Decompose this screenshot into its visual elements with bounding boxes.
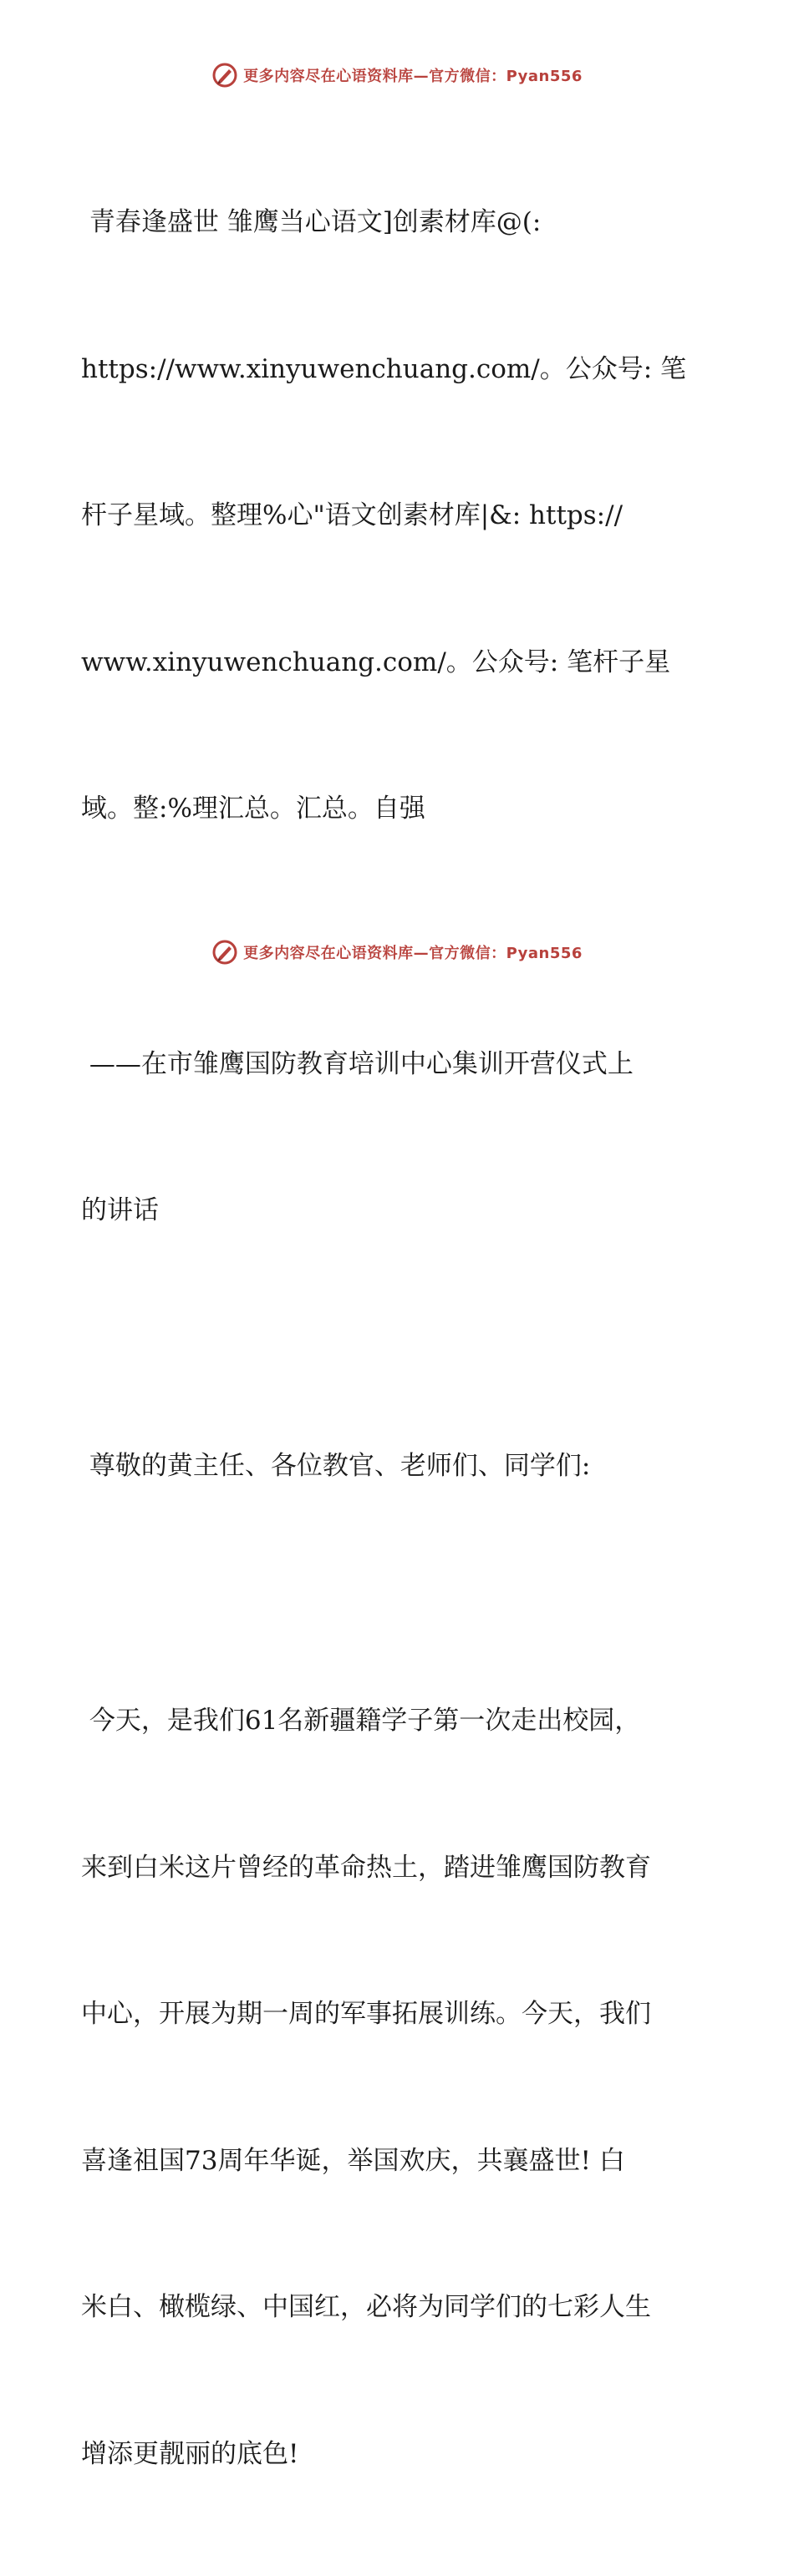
footer-banner-text: 更多内容尽在心语资料库—官方微信：Pyan556 [243,945,583,962]
header-banner-text: 更多内容尽在心语资料库—官方微信：Pyan556 [243,68,583,85]
text-line: 米白、橄榄绿、中国红，必将为同学们的七彩人生 [81,2292,651,2322]
text-line: 的讲话 [81,1195,159,1225]
header-banner [0,58,794,92]
text-line: 增添更靓丽的底色! [81,2438,299,2469]
paragraph-title [81,100,716,931]
text-line: 尊敬的黄主任、各位教官、老师们、同学们: [81,1450,591,1481]
pen-circle-logo-icon [211,62,238,89]
text-line: 今天，是我们61名新疆籍学子第一次走出校园， [81,1706,641,1736]
text-line: 域。整:%理汇总。汇总。自强 [81,794,425,824]
paragraph-body [81,1599,716,2576]
pen-circle-logo-icon [211,939,238,966]
paragraph-salutation [81,1344,716,1589]
text-line: 中心，开展为期一周的军事拓展训练。今天，我们 [81,1999,651,2029]
text-line: 青春逢盛世 雏鹰当心语文]创素材库@(: [81,207,542,237]
footer-banner [0,936,794,969]
document-body [81,100,716,2576]
text-line: ——在市雏鹰国防教育培训中心集训开营仪式上 [81,1048,634,1079]
text-line: 来到白米这片曾经的革命热土，踏进雏鹰国防教育 [81,1852,651,1883]
text-line: www.xinyuwenchuang.com/。公众号: 笔杆子星 [81,647,671,677]
text-line: 杆子星域。整理%心"语文创素材库|&: https:// [81,500,623,530]
text-line: 喜逢祖国73周年华诞，举国欢庆，共襄盛世! 白 [81,2145,625,2176]
paragraph-subtitle [81,942,716,1333]
text-line: https://www.xinyuwenchuang.com/。公众号: 笔 [81,353,687,384]
